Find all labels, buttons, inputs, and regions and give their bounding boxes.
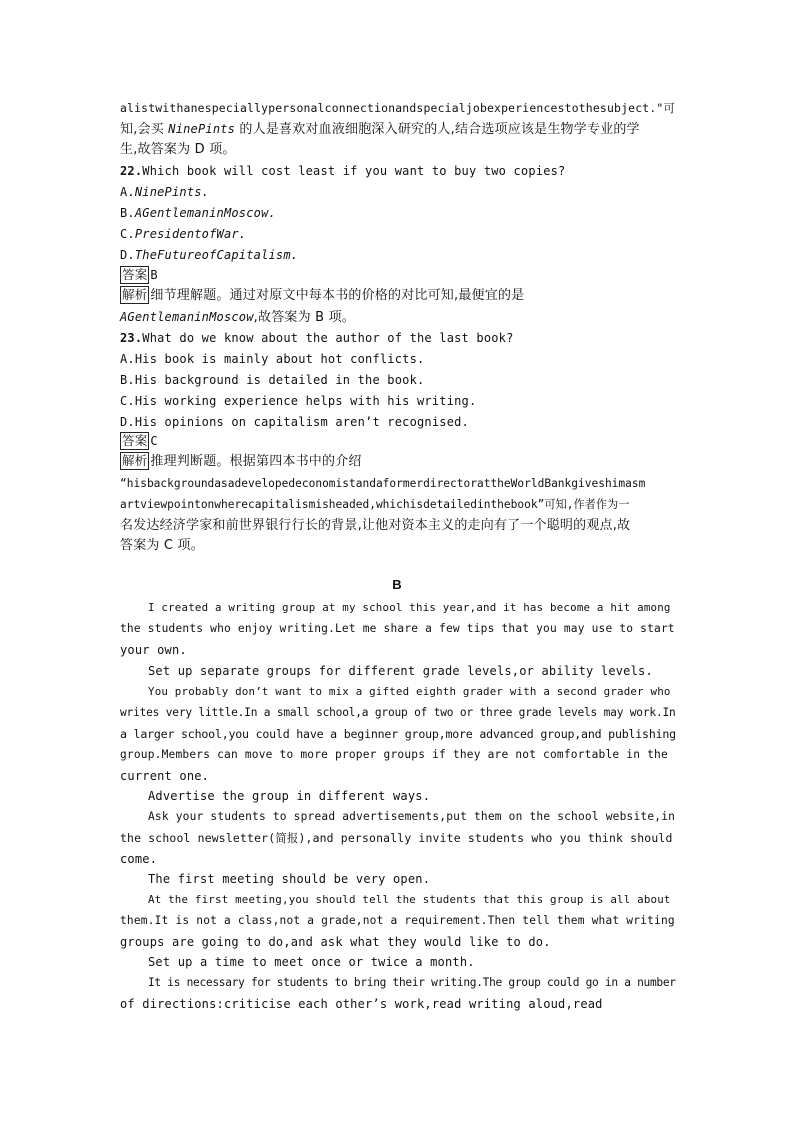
analysis-tag: 解析 [122, 453, 148, 468]
q23-option-b [120, 370, 676, 390]
q22-option-d [120, 245, 676, 265]
q22-option-c [120, 224, 676, 244]
option-text: His working experience helps with his writing. [134, 394, 477, 408]
q22-analysis-line-2 [120, 307, 676, 328]
q23-option-c [120, 391, 676, 411]
q23-analysis-line-5: 答案为 C 项。 [120, 538, 204, 553]
passage-line: You probably don’t want to mix a gifted eighth grader with a second grader who [148, 685, 671, 698]
option-text: AGentlemaninMoscow. [134, 206, 276, 220]
option-label: A. [120, 185, 135, 199]
option-label: D. [120, 415, 135, 429]
q22-option-b [120, 203, 676, 223]
option-text: NinePints. [134, 185, 210, 199]
q23-analysis-line-4: 名发达经济学家和前世界银行行长的背景,让他对资本主义的走向有了一个聪明的观点,故 [120, 518, 631, 533]
passage-line: a larger school,you could have a beginner group,more advanced group,and publishing [120, 727, 676, 741]
option-label: A. [120, 352, 135, 366]
q22-option-a [120, 182, 676, 202]
passage-line: of directions:criticise each other’s work,read writing aloud,read [120, 997, 603, 1011]
passage-line: It is necessary for students to bring their writing.The group could go in a number [148, 976, 676, 989]
passage-subheading: Advertise the group in different ways. [148, 789, 431, 803]
analysis-text-post: ,故答案为 B 项。 [253, 310, 355, 325]
answer-tag: 答案 [122, 267, 148, 282]
passage-line: Ask your students to spread advertisements,put them on the school website,in [148, 810, 676, 823]
answer-value: B [150, 268, 158, 282]
passage-line: your own. [120, 643, 187, 657]
q21-analysis-line-2 [120, 119, 676, 140]
q21-analysis-line-1: alistwithanespeciallypersonalconnectionandspecialjobexperiencestothesubject."可 [120, 101, 676, 115]
passage-line: the school newsletter(简报),and personally invite students who you think should [120, 831, 673, 845]
passage-line: writes very little.In a small school,a group of two or three grade levels may work.In [120, 706, 676, 719]
option-label: C. [120, 227, 135, 241]
q23-number: 23. [120, 331, 143, 345]
analysis-text: 推理判断题。根据第四本书中的介绍 [150, 454, 362, 469]
q22-analysis-line-1 [120, 286, 676, 306]
passage-line: I created a writing group at my school this year,and it has become a hit among [148, 601, 671, 614]
passage-line: them.It is not a class,not a grade,not a requirement.Then tell them what writing [120, 914, 675, 927]
analysis-text: 细节理解题。通过对原文中每本书的价格的对比可知,最便宜的是 [150, 288, 525, 303]
option-label: D. [120, 248, 135, 262]
passage-line: come. [120, 852, 158, 866]
q23-analysis-line-1 [120, 452, 676, 472]
passage-line: current one. [120, 769, 210, 783]
option-label: B. [120, 206, 135, 220]
q23-option-d [120, 412, 676, 432]
q23-analysis-line-2: “hisbackgroundasadevelopedeconomistandaformerdirectorattheWorldBankgiveshimasm [120, 477, 646, 490]
q23-analysis-line-3: artviewpointonwherecapitalismisheaded,whichisdetailedinthebook”可知,作者作为一 [120, 498, 630, 511]
passage-subheading: Set up a time to meet once or twice a month. [148, 955, 475, 969]
passage-line: the students who enjoy writing.Let me share a few tips that you may use to start [120, 622, 675, 635]
passage-subheading: The first meeting should be very open. [148, 872, 431, 886]
passage-line: group.Members can move to more proper groups if they are not comfortable in the [120, 748, 668, 761]
q22-number: 22. [120, 164, 143, 178]
q22-question-text: Which book will cost least if you want to buy two copies? [142, 164, 566, 178]
q23-question [120, 328, 676, 348]
q23-answer [120, 431, 676, 451]
q21-book-title: NinePints [168, 122, 236, 136]
passage-subheading: Set up separate groups for different grade levels,or ability levels. [148, 664, 653, 678]
option-text: His book is mainly about hot conflicts. [134, 352, 425, 366]
q23-question-text: What do we know about the author of the last book? [142, 331, 514, 345]
q22-answer [120, 265, 676, 285]
q21-analysis-text: 知,会买 [120, 122, 169, 137]
q23-option-a [120, 349, 676, 369]
analysis-tag: 解析 [122, 287, 148, 302]
answer-value: C [150, 434, 158, 448]
q22-book-title: AGentlemaninMoscow [120, 310, 254, 324]
option-text: His background is detailed in the book. [134, 373, 425, 387]
passage-line: At the first meeting,you should tell the students that this group is all about [148, 893, 671, 906]
passage-line: groups are going to do,and ask what they would like to do. [120, 935, 551, 949]
option-label: C. [120, 394, 135, 408]
q21-analysis-text-post: 的人是喜欢对血液细胞深入研究的人,结合选项应该是生物学专业的学 [235, 122, 640, 137]
section-heading: B [392, 577, 402, 592]
option-text: PresidentofWar. [134, 227, 247, 241]
q21-analysis-line-3: 生,故答案为 D 项。 [120, 142, 236, 157]
answer-tag: 答案 [122, 433, 148, 448]
option-text: TheFutureofCapitalism. [134, 248, 299, 262]
q22-question [120, 161, 676, 181]
option-label: B. [120, 373, 135, 387]
option-text: His opinions on capitalism aren’t recognised. [134, 415, 469, 429]
